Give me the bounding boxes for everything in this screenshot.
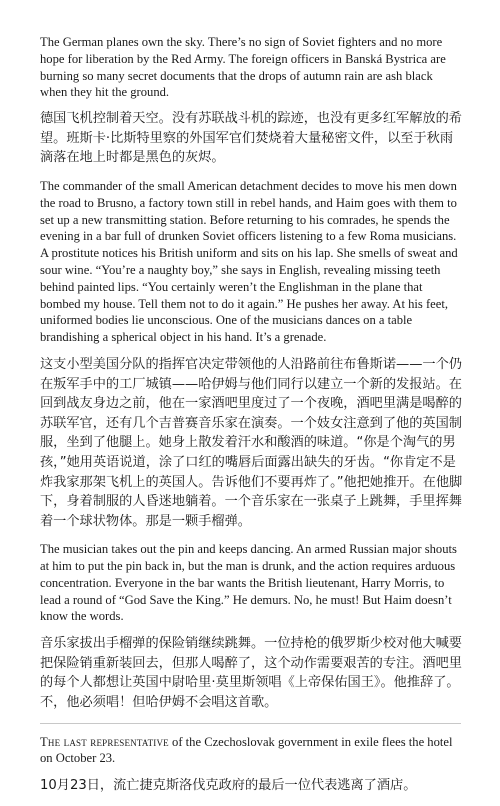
paragraph-2-english: The commander of the small American detachment decides to move his men down the road to Brusno, a factory town still in rebel hands, and Haim goes with them to set up a new transmitting station. Before returning to his comrades, he spends the evening in a bar full of drunken Soviet officers listening to a few Roma musicians. A prostitute notices his British uniform and sits on his lap. She smells of sweat and sour wine. “You’re a naughty boy,” she says in English, revealing missing teeth behind painted lips. “You certainly weren’t the Englishman in the plane that bombed my house. Tell them not to do it again.” He pushes her away. At his feet, uniformed bodies lie unconscious. One of the musicians dances on a table brandishing a spherical object in his hand. It’s a grenade. <box>40 178 458 345</box>
paragraph-4-english <box>40 734 463 768</box>
paragraph-4-english-rest: of the Czechoslovak government in exile flees the hotel on October 23. <box>40 734 453 766</box>
document-page <box>40 34 463 806</box>
paragraph-1-english: The German planes own the sky. There’s no sign of Soviet fighters and no more hope for liberation by the Red Army. The foreign officers in Banská Bystrica are burning so many secret documents that the drops of autumn rain are ash black when they hit the ground. <box>40 35 446 100</box>
paragraph-3-english: The musician takes out the pin and keeps dancing. An armed Russian major shouts at him to put the pin back in, but the man is drunk, and the action requires arduous concentration. Everyone in the bar wants the British lieutenant, Harry Morris, to lead a round of “God Save the King.” He demurs. No, he must! But Haim doesn’t know the words. <box>40 542 457 624</box>
paragraph-4-smallcaps-lead: The last representative <box>40 734 169 749</box>
paragraph-1-chinese: 德国飞机控制着天空。没有苏联战斗机的踪迹，也没有更多红军解放的希望。班斯卡·比斯特里察的外国军官们焚烧着大量秘密文件，以至于秋雨滴落在地上时都是黑色的灰烬。 <box>40 111 462 166</box>
paragraph-2-chinese: 这支小型美国分队的指挥官决定带领他的人沿路前往布鲁斯诺——一个仍在叛军手中的工厂城镇——哈伊姆与他们同行以建立一个新的发报站。在回到战友身边之前，他在一家酒吧里度过了一个夜晚，酒吧里满是喝醉的苏联军官，还有几个吉普赛音乐家在演奏。一个妓女注意到了他的英国制服，坐到了他腿上。她身上散发着汗水和酸酒的味道。“你是个淘气的男孩，”她用英语说道，涂了口红的嘴唇后面露出缺失的牙齿。“你肯定不是炸我家那架飞机上的英国人。告诉他们不要再炸了。”他把她推开。在他脚下，身着制服的人昏迷地躺着。一个音乐家在一张桌子上跳舞，手里挥舞着一个球状物体。那是一颗手榴弹。 <box>40 356 463 529</box>
paragraph-3-chinese: 音乐家拔出手榴弹的保险销继续跳舞。一位持枪的俄罗斯少校对他大喊要把保险销重新装回去，但那人喝醉了，这个动作需要艰苦的专注。酒吧里的每个人都想让英国中尉哈里·莫里斯领唱《上帝保佑国王》。他推辞了。不，他必须唱！但哈伊姆不会唱这首歌。 <box>40 636 462 711</box>
paragraph-4-chinese: 10月23日，流亡捷克斯洛伐克政府的最后一位代表逃离了酒店。 <box>40 778 417 794</box>
section-divider <box>40 723 461 724</box>
